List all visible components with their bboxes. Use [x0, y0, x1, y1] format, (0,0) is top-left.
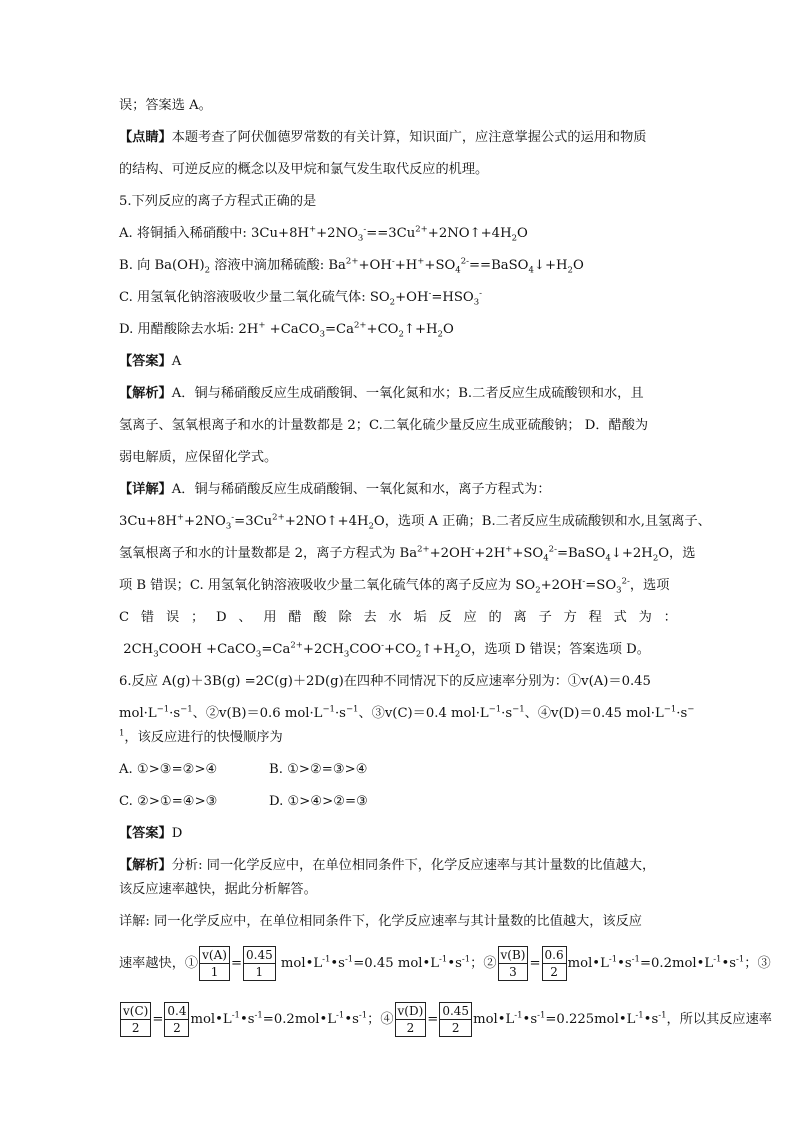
fraction: $\frac{0.45}{1}$ — [243, 946, 276, 981]
detail-5-line6: $2CH_3COOH$ $+CaCO_3=Ca^{2+}+2CH_3COO^-+CO_2↑+H_2O$，选项 D 错误；答案选项 D。 — [119, 640, 650, 660]
fraction: $\frac{0.4}{2}$ — [164, 1002, 189, 1037]
fraction: $\frac{v(D)}{2}$ — [395, 1002, 427, 1037]
detail-5-line2: $3Cu+8H^++2NO_3^-=3Cu^{2+}+2NO↑+4H_2O$，选项 A 正确；B.二者反应生成硫酸钡和水,且氢离子、 — [119, 512, 711, 532]
text-line: 误；答案选 A。 — [119, 98, 212, 113]
option-5a: A. 将铜插入稀硝酸中: $3Cu+8H^++2NO_3^-==3Cu^{2+}+2NO↑+4H_2O$ — [119, 224, 528, 244]
detail-6-line3: $\frac{v(C)}{2}$ = $\frac{0.4}{2}$ $mol•L^{-1}•s^{-1}=0.2mol•L^{-1}•s^{-1}$；④ $\frac{v(D)}{2}$ = $\frac{0.45}{2}$ $mol•L^{-1}•s^{-1}=0.225mol•L^{-1}•s^{-1}$，所以其反应速率 — [119, 1000, 772, 1040]
dianjing-paragraph — [119, 128, 647, 148]
option-5c: C. 用氢氧化钠溶液吸收少量二氧化硫气体: $SO_2+OH^-=HSO_3^-$ — [119, 288, 483, 308]
fraction: $\frac{v(C)}{2}$ — [120, 1002, 151, 1037]
option-6d: D. ①>④>②=③ — [269, 794, 368, 809]
answer-label: 【答案】 — [119, 354, 172, 369]
option-6c: C. ②>①=④>③ — [119, 794, 218, 809]
fraction: $\frac{0.45}{2}$ — [439, 1002, 472, 1037]
question-5-title: 5.下列反应的离子方程式正确的是 — [119, 194, 317, 209]
fraction: $\frac{v(A)}{1}$ — [199, 946, 230, 981]
answer-5 — [119, 352, 181, 372]
detail-6-line2: 速率越快，① $\frac{v(A)}{1}$ = $\frac{0.45}{1}$ $mol•L^{-1}•s^{-1}=0.45$ $mol•L^{-1}•s^{-1}$；② $\frac{v(B)}{3}$ = $\frac{0.6}{2}$ $mol•L^{-1}•s^{-1}=0.2mol•L^{-1}•s^{-1}$；③ — [119, 948, 771, 979]
option-6b: B. ①>②=③>④ — [269, 762, 368, 777]
detail-5-line3: 氢氧根离子和水的计量数都是 2，离子方程式为 $Ba^{2+}+2OH^-+2H^++SO_4^{2-}=BaSO_4↓+2H_2O$，选 — [119, 544, 696, 564]
analysis-5-line1: 【解析】A．铜与稀硝酸反应生成硝酸铜、一氧化氮和水；B.二者反应生成硫酸钡和水，且 — [119, 386, 644, 401]
option-6a: A. ①>③=②>④ — [119, 762, 218, 777]
detail-5-line5: C 错 误 ； D 、 用 醋 酸 除 去 水 垢 反 应 的 离 子 方 程 式 为 ： — [119, 610, 677, 625]
detail-5-line4: 项 B 错误；C. 用氢氧化钠溶液吸收少量二氧化硫气体的离子反应为 $SO_2+2OH^-=SO_3^{2-}$，选项 — [119, 576, 670, 596]
text-line: 本题考查了阿伏伽德罗常数的有关计算，知识面广，应注意掌握公式的运用和物质 — [171, 130, 647, 145]
answer-6 — [119, 824, 182, 844]
analysis-5-line3: 弱电解质，应保留化学式。 — [119, 450, 278, 465]
question-6-line3: $^1$，该反应进行的快慢顺序为 — [119, 728, 283, 745]
question-6-line2: $mol\cdot L^{-1}\cdot s^{-1}$、②v(B)＝0.6 $mol\cdot L^{-1}\cdot s^{-1}$、③v(C)＝0.4 $mol\cdot L^{-1}\cdot s^{-1}$、④v(D)＝0.45 $mol\cdot L^{-1}\cdot s^-$ — [119, 704, 695, 721]
option-5d: D. 用醋酸除去水垢: $2H^+ +CaCO_3=Ca^{2+}+CO_2↑+H_2O$ — [119, 320, 454, 340]
fraction: $\frac{v(B)}{3}$ — [498, 946, 529, 981]
analysis-6-line2: 该反应速率越快，据此分析解答。 — [119, 882, 317, 897]
answer-label: 【答案】 — [119, 826, 172, 841]
analysis-5-line2: 氢离子、氢氧根离子和水的计量数都是 2；C.二氧化硫少量反应生成亚硫酸钠； D．醋酸为 — [119, 418, 649, 433]
question-6-line1: 6.反应 A(g)＋3B(g) =2C(g)＋2D(g)在四种不同情况下的反应速率分别为：①v(A)＝0.45 — [119, 674, 651, 689]
detail-label: 【详解】 — [119, 482, 172, 497]
answer-value: D — [171, 826, 183, 841]
option-5b: B. 向 $Ba(OH)_2$ 溶液中滴加稀硫酸: $Ba^{2+}+OH^-+H^++SO_4^{2-}==BaSO_4↓+H_2O$ — [119, 256, 584, 276]
analysis-label: 【解析】 — [119, 386, 172, 401]
detail-5-line1: 【详解】A．铜与稀硝酸反应生成硝酸铜、一氧化氮和水，离子方程式为： — [119, 482, 551, 497]
detail-6-line1: 详解: 同一化学反应中，在单位相同条件下，化学反应速率与其计量数的比值越大，该反应 — [119, 914, 642, 929]
analysis-6-line1: 【解析】分析: 同一化学反应中，在单位相同条件下，化学反应速率与其计量数的比值越大， — [119, 858, 656, 873]
text-line: 的结构、可逆反应的概念以及甲烷和氯气发生取代反应的机理。 — [119, 162, 489, 177]
analysis-label: 【解析】 — [119, 858, 172, 873]
answer-value: A — [171, 354, 182, 369]
dianjing-label: 【点睛】 — [119, 130, 172, 145]
fraction: $\frac{0.6}{2}$ — [542, 946, 567, 981]
